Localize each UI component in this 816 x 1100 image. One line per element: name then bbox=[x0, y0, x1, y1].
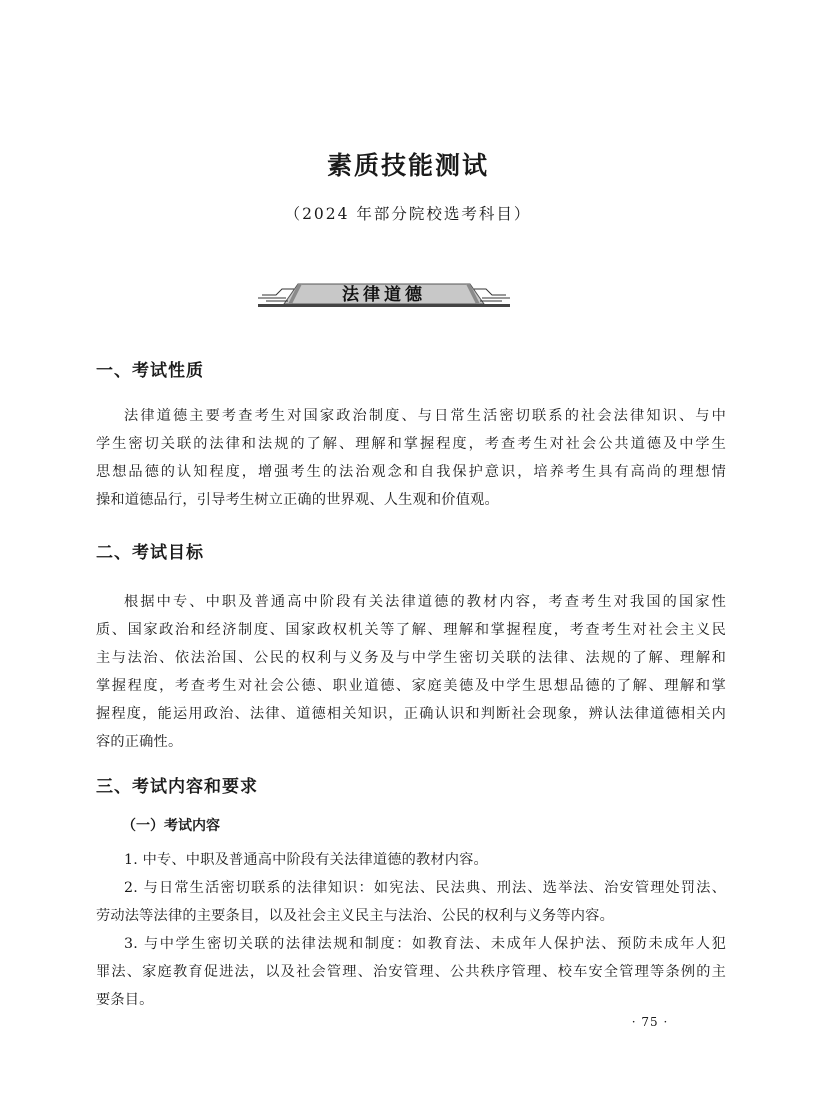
paragraph-line: 根据中专、中职及普通高中阶段有关法律道德的教材内容，考查考生对我国的国家性 bbox=[124, 594, 726, 610]
item-line: 2. 与日常生活密切联系的法律知识：如宪法、民法典、刑法、选举法、治安管理处罚法、 bbox=[124, 880, 726, 896]
paragraph-line: 容的正确性。 bbox=[96, 734, 183, 750]
item-line: 罪法、家庭教育促进法，以及社会管理、治安管理、公共秩序管理、校车安全管理等条例的主 bbox=[96, 964, 726, 980]
section-heading: 三、考试内容和要求 bbox=[96, 777, 258, 797]
paragraph-line: 法律道德主要考查考生对国家政治制度、与日常生活密切联系的社会法律知识、与中 bbox=[124, 408, 726, 424]
subsection-heading: （一）考试内容 bbox=[122, 818, 220, 834]
page-number: · 75 · bbox=[631, 1015, 669, 1029]
section-paragraph bbox=[96, 588, 726, 756]
paragraph-line: 质、国家政治和经济制度、国家政权机关等了解、理解和掌握程度，考查考生对社会主义民 bbox=[96, 622, 726, 638]
list-item bbox=[96, 846, 726, 874]
item-line: 3. 与中学生密切关联的法律法规和制度：如教育法、未成年人保护法、预防未成年人犯 bbox=[124, 936, 726, 952]
section-heading: 一、考试性质 bbox=[96, 361, 204, 381]
paragraph-line: 学生密切关联的法律和法规的了解、理解和掌握程度，考查考生对社会公共道德及中学生 bbox=[96, 436, 726, 452]
item-line: 要条目。 bbox=[96, 992, 154, 1008]
list-item bbox=[96, 930, 726, 1014]
paragraph-line: 思想品德的认知程度，增强考生的法治观念和自我保护意识，培养考生具有高尚的理想情 bbox=[96, 464, 726, 480]
section-paragraph bbox=[96, 402, 726, 514]
section-banner bbox=[258, 276, 510, 308]
paragraph-line: 掌握程度，考查考生对社会公德、职业道德、家庭美德及中学生思想品德的了解、理解和掌 bbox=[96, 678, 726, 694]
page-title: 素质技能测试 bbox=[326, 151, 489, 180]
item-line: 劳动法等法律的主要条目，以及社会主义民主与法治、公民的权利与义务等内容。 bbox=[96, 908, 614, 924]
section-heading: 二、考试目标 bbox=[96, 543, 204, 563]
list-item bbox=[96, 874, 726, 930]
banner-label: 法律道德 bbox=[342, 285, 426, 305]
paragraph-line: 握程度，能运用政治、法律、道德相关知识，正确认识和判断社会现象，辨认法律道德相关内 bbox=[96, 706, 726, 722]
page-subtitle: （2024 年部分院校选考科目） bbox=[284, 205, 532, 223]
paragraph-line: 操和道德品行，引导考生树立正确的世界观、人生观和价值观。 bbox=[96, 492, 499, 508]
item-line: 1. 中专、中职及普通高中阶段有关法律道德的教材内容。 bbox=[124, 852, 488, 868]
paragraph-line: 主与法治、依法治国、公民的权利与义务及与中学生密切关联的法律、法规的了解、理解和 bbox=[96, 650, 726, 666]
